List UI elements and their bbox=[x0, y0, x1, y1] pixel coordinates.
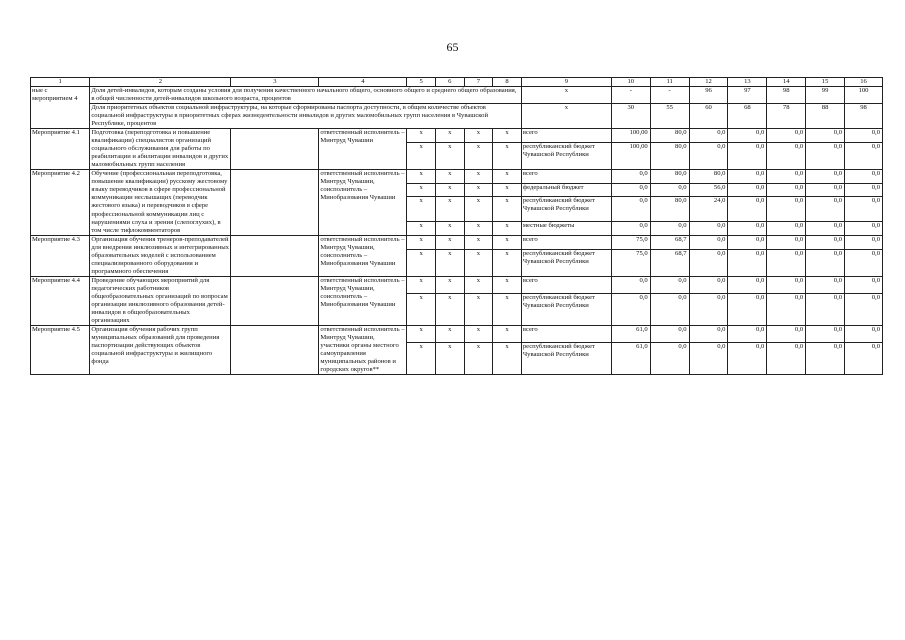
indicator-value: 55 bbox=[650, 104, 689, 129]
indicator-marker: x bbox=[521, 87, 611, 104]
column-number: 12 bbox=[689, 78, 728, 87]
x-mark: x bbox=[435, 143, 464, 170]
funding-value: 75,0 bbox=[611, 235, 650, 249]
column-number: 3 bbox=[231, 78, 319, 87]
event-description: Обучение (профессиональная переподготовка, повышение квалификации) русскому жестовому языку переводчиков в сфере профессиональной коммуникации неслышащих (переводчик жестового языка) и переводчиков в сфере профессиональной коммуникации лиц с нарушениями слуха и зрения (слепоглухих), в том числе тифлокомментаторов bbox=[90, 170, 231, 235]
x-mark: x bbox=[464, 276, 493, 293]
program-table bbox=[30, 77, 883, 375]
indicator-value: 88 bbox=[806, 104, 845, 129]
funding-value: 0,0 bbox=[689, 276, 728, 293]
funding-value: 0,0 bbox=[728, 325, 767, 342]
x-mark: x bbox=[435, 276, 464, 293]
funding-value: 68,7 bbox=[650, 249, 689, 276]
funding-value: 0,0 bbox=[845, 325, 883, 342]
funding-value: 0,0 bbox=[767, 197, 806, 222]
x-mark: x bbox=[435, 249, 464, 276]
funding-value: 0,0 bbox=[650, 325, 689, 342]
funding-value: 80,0 bbox=[650, 170, 689, 183]
funding-value: 0,0 bbox=[845, 276, 883, 293]
x-mark: x bbox=[407, 222, 436, 235]
empty-cell bbox=[231, 170, 319, 235]
page-number: 65 bbox=[446, 40, 459, 54]
x-mark: x bbox=[493, 170, 522, 183]
funding-value: 0,0 bbox=[806, 197, 845, 222]
x-mark: x bbox=[435, 170, 464, 183]
funding-value: 0,0 bbox=[845, 249, 883, 276]
x-mark: x bbox=[407, 235, 436, 249]
funding-value: 0,0 bbox=[806, 325, 845, 342]
indicator-value: 100 bbox=[845, 87, 883, 104]
event-executor: ответственный исполнитель – Минтруд Чувашии bbox=[319, 129, 407, 170]
funding-value: 0,0 bbox=[806, 129, 845, 143]
funding-value: 0,0 bbox=[689, 235, 728, 249]
indicator-value: 98 bbox=[767, 87, 806, 104]
table-body bbox=[31, 78, 883, 375]
event-row bbox=[31, 235, 883, 249]
x-mark: x bbox=[493, 143, 522, 170]
funding-value: 0,0 bbox=[689, 143, 728, 170]
event-description: Организация обучения рабочих групп муниципальных образований для проведения паспортизации действующих объектов социальной инфраструктуры и жилищного фонда bbox=[90, 325, 231, 374]
x-mark: x bbox=[464, 293, 493, 325]
funding-source: республиканский бюджет Чувашской Республики bbox=[521, 342, 611, 374]
x-mark: x bbox=[464, 325, 493, 342]
funding-value: 0,0 bbox=[845, 129, 883, 143]
funding-value: 0,0 bbox=[611, 293, 650, 325]
funding-value: 0,0 bbox=[767, 325, 806, 342]
funding-value: 0,0 bbox=[767, 170, 806, 183]
x-mark: x bbox=[407, 293, 436, 325]
column-number: 7 bbox=[464, 78, 493, 87]
funding-value: 0,0 bbox=[845, 293, 883, 325]
funding-value: 0,0 bbox=[806, 276, 845, 293]
event-executor: ответственный исполнитель – Минтруд Чувашии, соисполнитель – Минобразования Чувашии bbox=[319, 276, 407, 325]
x-mark: x bbox=[435, 342, 464, 374]
x-mark: x bbox=[464, 222, 493, 235]
funding-value: 61,0 bbox=[611, 325, 650, 342]
event-executor: ответственный исполнитель – Минтруд Чувашии, соисполнитель – Минобразования Чувашии bbox=[319, 170, 407, 235]
funding-source: всего bbox=[521, 276, 611, 293]
x-mark: x bbox=[493, 129, 522, 143]
indicator-value: 99 bbox=[806, 87, 845, 104]
column-number: 6 bbox=[435, 78, 464, 87]
funding-value: 0,0 bbox=[650, 342, 689, 374]
x-mark: x bbox=[435, 325, 464, 342]
funding-source: республиканский бюджет Чувашской Республики bbox=[521, 249, 611, 276]
funding-value: 0,0 bbox=[767, 143, 806, 170]
funding-value: 0,0 bbox=[845, 183, 883, 196]
column-number: 16 bbox=[845, 78, 883, 87]
column-number: 2 bbox=[90, 78, 231, 87]
funding-value: 0,0 bbox=[806, 235, 845, 249]
funding-value: 0,0 bbox=[728, 143, 767, 170]
indicator-text: Доля детей-инвалидов, которым созданы условия для получения качественного начального общего, основного общего и среднего общего образования, в общей численности детей-инвалидов школьного возраста, процентов bbox=[90, 87, 522, 104]
x-mark: x bbox=[464, 249, 493, 276]
indicator-group-label: ные с мероприятием 4 bbox=[31, 87, 90, 129]
event-label: Мероприятие 4.3 bbox=[31, 235, 90, 276]
x-mark: x bbox=[407, 325, 436, 342]
x-mark: x bbox=[464, 129, 493, 143]
funding-value: 0,0 bbox=[611, 222, 650, 235]
funding-value: 0,0 bbox=[728, 197, 767, 222]
funding-value: 0,0 bbox=[689, 293, 728, 325]
indicator-row bbox=[31, 104, 883, 129]
column-number: 10 bbox=[611, 78, 650, 87]
funding-value: 0,0 bbox=[650, 293, 689, 325]
event-row bbox=[31, 170, 883, 183]
x-mark: x bbox=[493, 235, 522, 249]
funding-value: 0,0 bbox=[806, 249, 845, 276]
x-mark: x bbox=[407, 183, 436, 196]
funding-value: 61,0 bbox=[611, 342, 650, 374]
empty-cell bbox=[231, 129, 319, 170]
funding-value: 68,7 bbox=[650, 235, 689, 249]
x-mark: x bbox=[493, 197, 522, 222]
event-row bbox=[31, 276, 883, 293]
x-mark: x bbox=[464, 235, 493, 249]
funding-value: 0,0 bbox=[806, 170, 845, 183]
funding-value: 0,0 bbox=[767, 293, 806, 325]
x-mark: x bbox=[493, 293, 522, 325]
funding-value: 80,0 bbox=[650, 143, 689, 170]
funding-value: 0,0 bbox=[728, 342, 767, 374]
funding-value: 0,0 bbox=[767, 249, 806, 276]
event-row bbox=[31, 325, 883, 342]
funding-value: 0,0 bbox=[728, 183, 767, 196]
x-mark: x bbox=[493, 276, 522, 293]
funding-value: 0,0 bbox=[845, 197, 883, 222]
x-mark: x bbox=[493, 325, 522, 342]
column-number: 13 bbox=[728, 78, 767, 87]
funding-value: 0,0 bbox=[767, 276, 806, 293]
funding-value: 100,00 bbox=[611, 129, 650, 143]
funding-value: 0,0 bbox=[806, 342, 845, 374]
funding-value: 0,0 bbox=[689, 129, 728, 143]
column-number: 15 bbox=[806, 78, 845, 87]
column-number: 4 bbox=[319, 78, 407, 87]
indicator-marker: x bbox=[521, 104, 611, 129]
x-mark: x bbox=[493, 249, 522, 276]
funding-value: 0,0 bbox=[767, 129, 806, 143]
funding-value: 0,0 bbox=[689, 222, 728, 235]
funding-value: 0,0 bbox=[845, 222, 883, 235]
funding-value: 0,0 bbox=[845, 235, 883, 249]
funding-value: 0,0 bbox=[728, 222, 767, 235]
funding-value: 0,0 bbox=[611, 276, 650, 293]
indicator-value: 60 bbox=[689, 104, 728, 129]
indicator-value: 30 bbox=[611, 104, 650, 129]
event-label: Мероприятие 4.2 bbox=[31, 170, 90, 235]
funding-value: 0,0 bbox=[611, 183, 650, 196]
x-mark: x bbox=[407, 249, 436, 276]
header-row bbox=[31, 78, 883, 87]
x-mark: x bbox=[464, 342, 493, 374]
x-mark: x bbox=[407, 197, 436, 222]
event-description: Организация обучения тренеров-преподавателей для внедрения инклюзивных и интегрированных образовательных моделей с использованием специализированного оборудования и программного обеспечения bbox=[91, 235, 229, 275]
event-label: Мероприятие 4.5 bbox=[31, 325, 90, 374]
x-mark: x bbox=[493, 183, 522, 196]
funding-value: 0,0 bbox=[767, 222, 806, 235]
column-number: 9 bbox=[521, 78, 611, 87]
funding-source: всего bbox=[521, 325, 611, 342]
event-row bbox=[31, 129, 883, 143]
event-description: Подготовка (переподготовка и повышение квалификации) специалистов организаций социального обслуживания для работы по реабилитации и абилитации инвалидов и других маломобильных групп населения bbox=[90, 129, 231, 170]
funding-value: 0,0 bbox=[806, 143, 845, 170]
event-executor: ответственный исполнитель – Минтруд Чувашии, участники органы местного самоуправления муниципальных районов и городских округов** bbox=[319, 325, 407, 374]
funding-source: республиканский бюджет Чувашской Республики bbox=[521, 293, 611, 325]
x-mark: x bbox=[407, 276, 436, 293]
x-mark: x bbox=[464, 183, 493, 196]
indicator-value: 97 bbox=[728, 87, 767, 104]
indicator-value: 78 bbox=[767, 104, 806, 129]
empty-cell bbox=[231, 235, 319, 276]
x-mark: x bbox=[464, 170, 493, 183]
x-mark: x bbox=[407, 342, 436, 374]
funding-value: 0,0 bbox=[767, 235, 806, 249]
funding-value: 0,0 bbox=[728, 170, 767, 183]
x-mark: x bbox=[435, 183, 464, 196]
funding-value: 75,0 bbox=[611, 249, 650, 276]
funding-value: 0,0 bbox=[650, 222, 689, 235]
funding-value: 0,0 bbox=[689, 249, 728, 276]
funding-value: 24,0 bbox=[689, 197, 728, 222]
x-mark: x bbox=[493, 342, 522, 374]
funding-value: 80,0 bbox=[650, 197, 689, 222]
funding-value: 0,0 bbox=[689, 342, 728, 374]
funding-source: республиканский бюджет Чувашской Республики bbox=[521, 197, 611, 222]
funding-source: всего bbox=[521, 235, 611, 249]
event-label: Мероприятие 4.1 bbox=[31, 129, 90, 170]
funding-source: республиканский бюджет Чувашской Республики bbox=[521, 143, 611, 170]
indicator-text: Доля приоритетных объектов социальной инфраструктуры, на которые сформированы паспорта доступности, в общем количестве объектов социальной инфраструктуры в приоритетных сферах жизнедеятельности инвалидов и других маломобильных групп населения в Чувашской Республике, процентов bbox=[90, 104, 522, 129]
event-label: Мероприятие 4.4 bbox=[31, 276, 90, 325]
funding-value: 0,0 bbox=[728, 129, 767, 143]
event-executor: ответственный исполнитель – Минтруд Чувашии, соисполнитель – Минобразования Чувашии bbox=[319, 235, 407, 276]
x-mark: x bbox=[464, 197, 493, 222]
column-number: 11 bbox=[650, 78, 689, 87]
funding-value: 56,0 bbox=[689, 183, 728, 196]
funding-value: 0,0 bbox=[728, 293, 767, 325]
funding-value: 0,0 bbox=[611, 197, 650, 222]
funding-value: 0,0 bbox=[845, 342, 883, 374]
x-mark: x bbox=[493, 222, 522, 235]
funding-source: всего bbox=[521, 170, 611, 183]
funding-value: 0,0 bbox=[806, 293, 845, 325]
funding-value: 0,0 bbox=[845, 170, 883, 183]
indicator-row bbox=[31, 87, 883, 104]
funding-source: всего bbox=[521, 129, 611, 143]
funding-source: местные бюджеты bbox=[521, 222, 611, 235]
funding-value: 0,0 bbox=[611, 170, 650, 183]
funding-value: 0,0 bbox=[650, 276, 689, 293]
funding-value: 0,0 bbox=[806, 183, 845, 196]
funding-value: 0,0 bbox=[767, 342, 806, 374]
column-number: 8 bbox=[493, 78, 522, 87]
indicator-value: - bbox=[611, 87, 650, 104]
column-number: 14 bbox=[767, 78, 806, 87]
funding-value: 0,0 bbox=[689, 325, 728, 342]
empty-cell bbox=[231, 325, 319, 374]
indicator-value: 68 bbox=[728, 104, 767, 129]
x-mark: x bbox=[435, 129, 464, 143]
funding-value: 100,00 bbox=[611, 143, 650, 170]
funding-value: 0,0 bbox=[767, 183, 806, 196]
indicator-value: - bbox=[650, 87, 689, 104]
funding-value: 80,0 bbox=[650, 129, 689, 143]
column-number: 5 bbox=[407, 78, 436, 87]
indicator-value: 96 bbox=[689, 87, 728, 104]
x-mark: x bbox=[407, 143, 436, 170]
empty-cell bbox=[231, 276, 319, 325]
funding-value: 0,0 bbox=[845, 143, 883, 170]
funding-source: федеральный бюджет bbox=[521, 183, 611, 196]
funding-value: 0,0 bbox=[728, 249, 767, 276]
column-number: 1 bbox=[31, 78, 90, 87]
x-mark: x bbox=[435, 293, 464, 325]
indicator-value: 98 bbox=[845, 104, 883, 129]
funding-value: 0,0 bbox=[728, 235, 767, 249]
x-mark: x bbox=[435, 197, 464, 222]
x-mark: x bbox=[435, 235, 464, 249]
x-mark: x bbox=[407, 170, 436, 183]
funding-value: 0,0 bbox=[650, 183, 689, 196]
funding-value: 0,0 bbox=[806, 222, 845, 235]
funding-value: 0,0 bbox=[728, 276, 767, 293]
funding-value: 80,0 bbox=[689, 170, 728, 183]
x-mark: x bbox=[435, 222, 464, 235]
x-mark: x bbox=[464, 143, 493, 170]
event-description: Проведение обучающих мероприятий для педагогических работников общеобразовательных организаций по вопросам организации инклюзивного образования детей-инвалидов в общеобразовательных организациях bbox=[90, 276, 231, 325]
x-mark: x bbox=[407, 129, 436, 143]
